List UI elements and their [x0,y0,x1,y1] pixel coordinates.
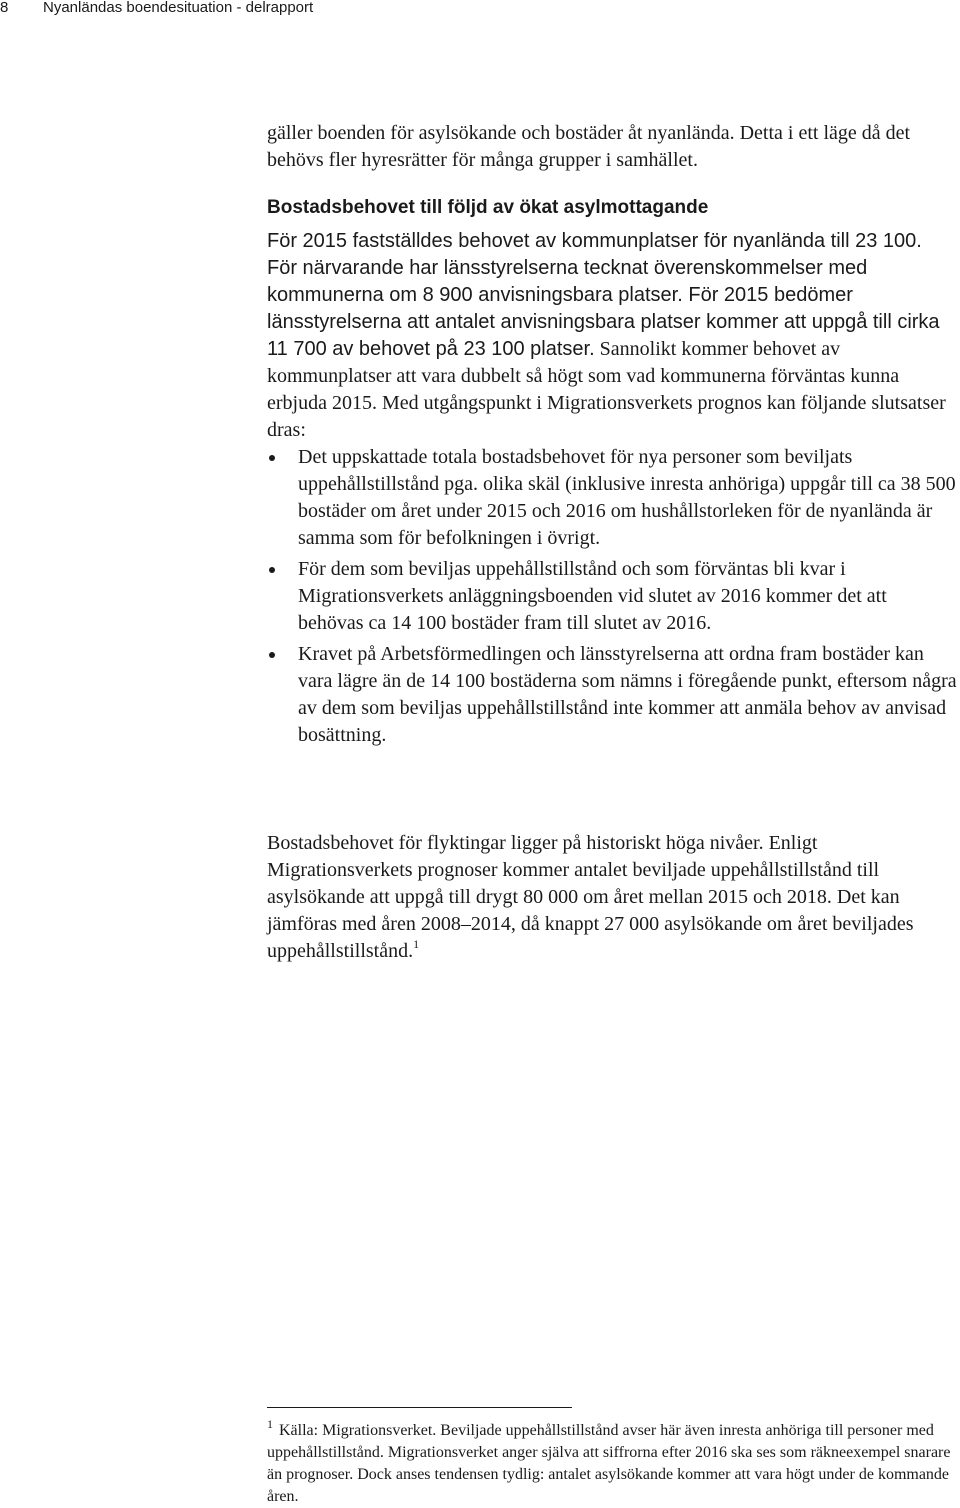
footnote-text: Källa: Migrationsverket. Beviljade uppehållstillstånd avser här även inresta anhöriga till personer med uppehållstillstånd. Migrationsverket anger själva att siffrorna efter 2016 ska ses som räkneexempel snarare än prognoser. Dock anses tendensen tydlig: antalet asylsökande kommer att vara högt under de kommande åren. [267,1422,951,1505]
footnote-number: 1 [267,1417,273,1431]
bullet-icon [269,455,275,461]
closing-paragraph-text: Bostadsbehovet för flyktingar ligger på historiskt höga nivåer. Enligt Migrationsverkets prognoser kommer antalet beviljade uppehållstillstånd till asylsökande att uppgå till drygt 80 000 om året mellan 2015 och 2018. Det kan jämföras med åren 2008–2014, då knappt 27 000 asylsökande om året beviljades uppehållstillstånd. [267,832,914,962]
footnote-reference[interactable]: 1 [413,937,420,951]
section-paragraph-serif-part: Sannolikt kommer behovet av kommunplatser att vara dubbelt så högt som vad kommunerna förväntas kunna erbjuda 2015. Med utgångspunkt i Migrationsverkets prognos kan följande slutsatser dras: [267,338,946,441]
list-item [267,641,957,749]
section-heading: Bostadsbehovet till följd av ökat asylmottagande [267,197,709,218]
section-paragraph-sans-part: För 2015 fastställdes behovet av kommunplatser för nyanlända till 23 100. För närvarande har länsstyrelserna tecknat överenskommelser med kommunerna om 8 900 anvisningsbara platser. För 2015 bedömer länsstyrelserna att antalet anvisningsbara platser kommer att uppgå till cirka 11 700 av behovet på 23 100 platser. [267,230,940,360]
bullet-icon [269,652,275,658]
closing-paragraph [267,830,957,965]
bullet-icon [269,567,275,573]
list-item-text: Det uppskattade totala bostadsbehovet för nya personer som beviljats uppehållstillstånd pga. olika skäl (inklusive inresta anhöriga) uppgår till ca 38 500 bostäder om året under 2015 och 2016 om hushållstorleken för de nyanlända är samma som för befolkningen i övrigt. [298,446,956,549]
list-item [267,556,957,637]
running-title: Nyanländas boendesituation - delrapport [43,0,314,16]
footnote-divider [267,1407,572,1408]
list-item [267,444,957,552]
list-item-text: För dem som beviljas uppehållstillstånd och som förväntas bli kvar i Migrationsverkets anläggningsboenden vid slutet av 2016 kommer det att behövas ca 14 100 bostäder fram till slutet av 2016. [298,558,887,634]
conclusions-list [267,444,957,753]
page-header [0,0,960,16]
page-number: 8 [0,0,9,16]
section-paragraph [267,228,957,444]
intro-paragraph: gäller boenden för asylsökande och bostäder åt nyanlända. Detta i ett läge då det behövs fler hyresrätter för många grupper i samhället. [267,122,911,171]
list-item-text: Kravet på Arbetsförmedlingen och länsstyrelserna att ordna fram bostäder kan vara lägre än de 14 100 bostäderna som nämns i föregående punkt, eftersom några av dem som beviljas uppehållstillstånd inte kommer att anmäla behov av anvisad bosättning. [298,643,957,746]
